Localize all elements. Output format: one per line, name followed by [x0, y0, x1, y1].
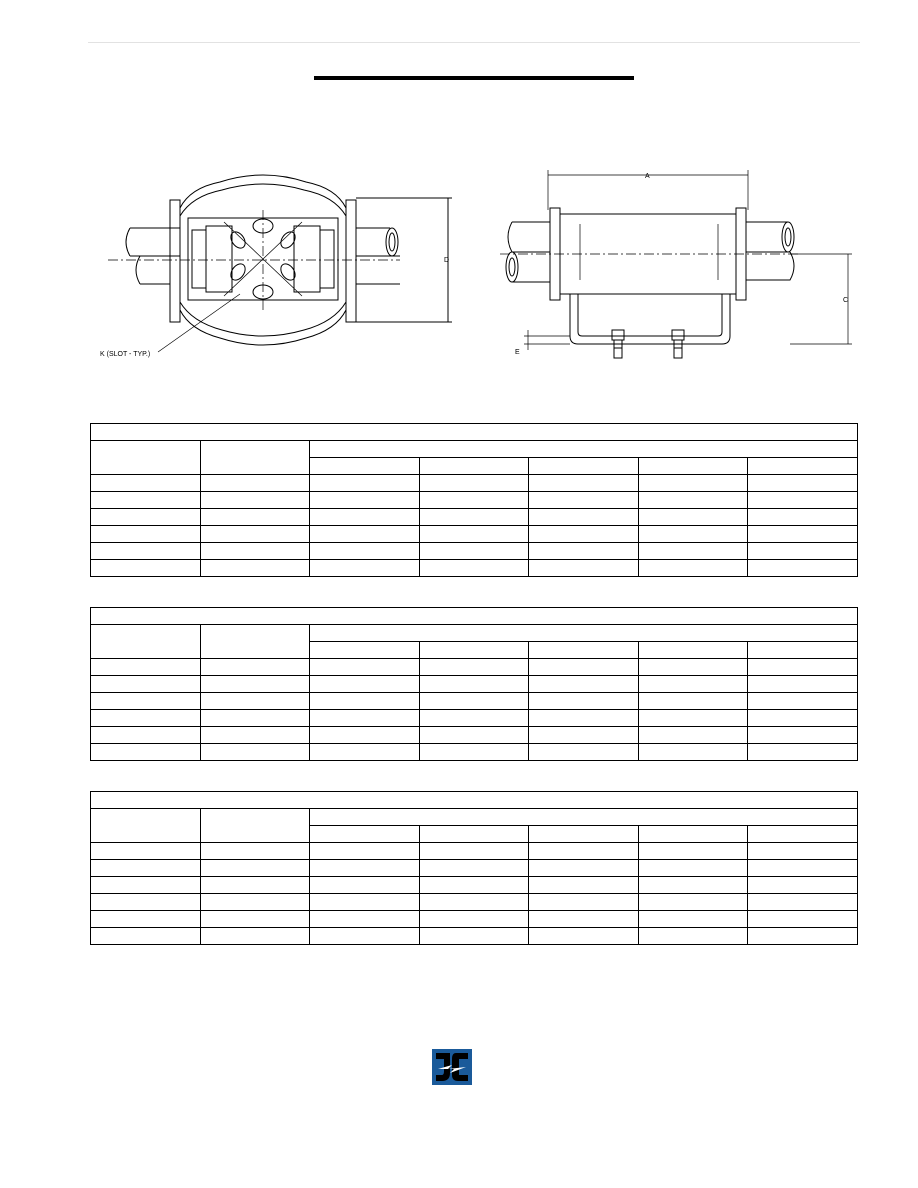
table-row	[91, 509, 858, 526]
jc-logo	[432, 1049, 472, 1085]
table-row	[91, 659, 858, 676]
left-hoop-top	[180, 175, 346, 208]
left-hoop-bottom	[180, 310, 346, 345]
table-row	[91, 860, 858, 877]
table-row	[91, 693, 858, 710]
table-row	[91, 877, 858, 894]
title-underline	[314, 76, 634, 80]
left-flange-left	[170, 200, 180, 322]
table-title	[91, 424, 858, 441]
table-row	[91, 727, 858, 744]
left-pipe-upper	[126, 228, 180, 256]
spec-table-1	[90, 423, 858, 577]
header-rule	[88, 42, 860, 43]
table-row	[91, 492, 858, 509]
label-c: C	[843, 297, 849, 304]
label-e: E	[515, 349, 520, 356]
table-row	[91, 744, 858, 761]
table-row	[91, 843, 858, 860]
table-title	[91, 792, 858, 809]
table-row	[91, 676, 858, 693]
table-row	[91, 560, 858, 577]
table-row	[91, 894, 858, 911]
right-pipe-upper	[356, 228, 390, 256]
left-flange-right	[346, 200, 356, 322]
label-k: K (SLOT - TYP.)	[100, 351, 151, 358]
label-d: D	[444, 257, 450, 264]
table-row	[91, 710, 858, 727]
table-row	[91, 526, 858, 543]
table-title	[91, 608, 858, 625]
spec-table-3	[90, 791, 858, 945]
label-a: A	[645, 173, 650, 180]
table-row	[91, 928, 858, 945]
technical-drawing	[100, 160, 860, 380]
table-row	[91, 475, 858, 492]
spec-table-2	[90, 607, 858, 761]
table-row	[91, 543, 858, 560]
table-row	[91, 911, 858, 928]
